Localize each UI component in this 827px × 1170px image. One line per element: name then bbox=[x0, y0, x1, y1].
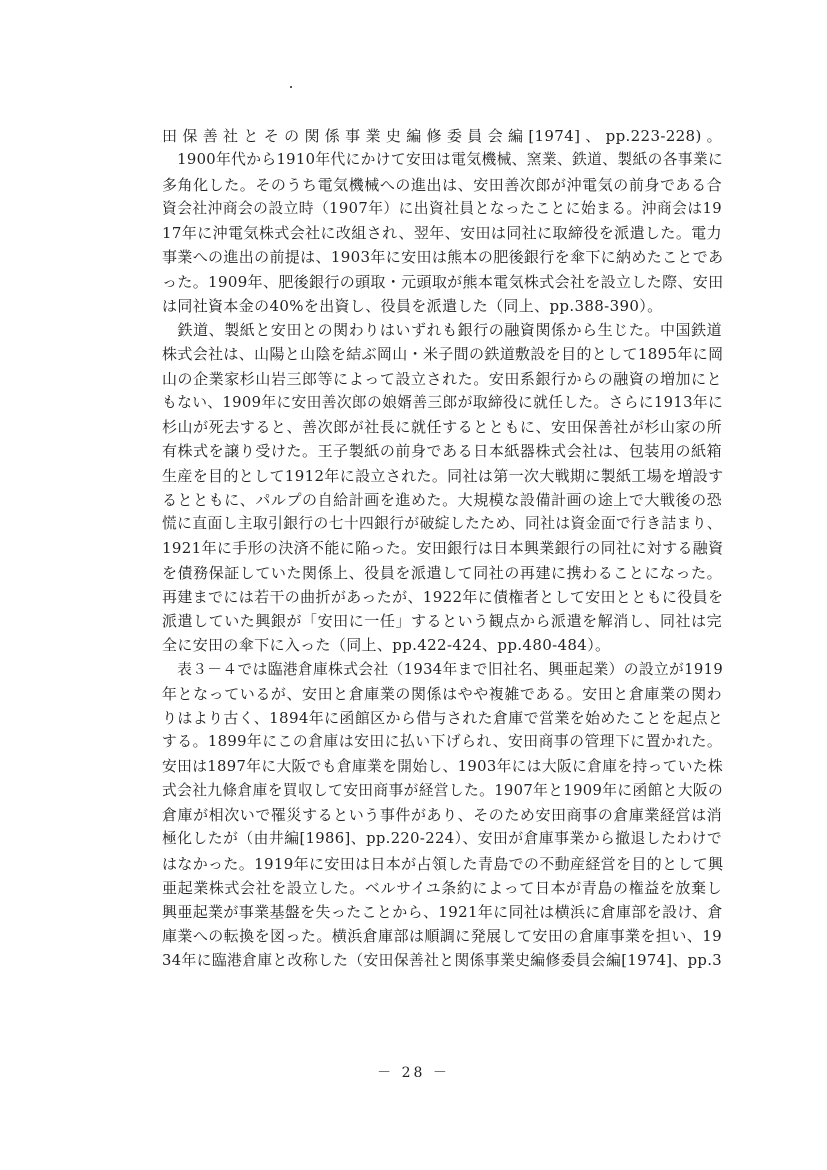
text-line: 17年に沖電気株式会社に改組され、翌年、安田は同社に取締役を派遣した。電力 bbox=[162, 224, 722, 242]
scan-speck bbox=[290, 86, 292, 88]
text-line: 式会社九條倉庫を買収して安田商事が経営した。1907年と1909年に函館と大阪の bbox=[162, 781, 724, 799]
text-line: は同社資本金の40%を出資し、役員を派遣した（同上、pp.388-390）。 bbox=[162, 296, 663, 315]
text-line: 有株式を譲り受けた。王子製紙の前身である日本紙器株式会社は、包装用の紙箱 bbox=[162, 442, 722, 461]
text-line: 再建までには若干の曲折があったが、1922年に債権者として安田とともに役員を bbox=[162, 587, 724, 606]
text-line: 安田は1897年に大阪でも倉庫業を開始し、1903年には大阪に倉庫を持っていた株 bbox=[162, 757, 724, 775]
text-line: 鉄道、製紙と安田との関わりはいずれも銀行の融資関係から生じた。中国鉄道 bbox=[162, 321, 722, 339]
text-line: 1921年に手形の決済不能に陥った。安田銀行は日本興業銀行の同社に対する融資 bbox=[162, 539, 724, 558]
text-line: 表３－４では臨港倉庫株式会社（1934年まで旧社名、興亜起業）の設立が1919 bbox=[162, 660, 724, 678]
body-text bbox=[162, 124, 722, 973]
text-line: った。1909年、肥後銀行の頭取・元頭取が熊本電気株式会社を設立した際、安田 bbox=[162, 272, 724, 291]
text-line: 株式会社は、山陽と山陰を結ぶ岡山・米子間の鉄道敷設を目的として1895年に岡 bbox=[162, 345, 724, 364]
text-line: 1900年代から1910年代にかけて安田は電気機械、窯業、鉄道、製紙の各事業に bbox=[162, 151, 724, 169]
text-line: 倉庫が相次いで罹災するという事件があり、そのため安田商事の倉庫業経営は消 bbox=[162, 806, 722, 824]
text-line: 生産を目的として1912年に設立された。同社は第一次大戦期に製紙工場を増設す bbox=[162, 466, 724, 485]
text-line: はなかった。1919年に安田は日本が占領した青島での不動産経営を目的として興 bbox=[162, 854, 724, 873]
text-line: 極化したが（由井編[1986]、pp.220-224）、安田が倉庫事業から撤退したわけで bbox=[162, 830, 722, 848]
text-line: 慌に直面し主取引銀行の七十四銀行が破綻したため、同社は資金面で行き詰まり、 bbox=[162, 515, 722, 532]
text-line: を債務保証していた関係上、役員を派遣して同社の再建に携わることになった。 bbox=[162, 563, 722, 582]
page-number: － 28 － bbox=[377, 1065, 450, 1081]
text-line: りはより古く、1894年に函館区から借与された倉庫で営業を始めたことを起点と bbox=[162, 709, 724, 727]
text-line: るとともに、パルプの自給計画を進めた。大規模な設備計画の途上で大戦後の恐 bbox=[162, 490, 722, 509]
text-line: 興亜起業が事業基盤を失ったことから、1921年に同社は横浜に倉庫部を設け、倉 bbox=[162, 903, 723, 921]
text-line: 事業への進出の前提は、1903年に安田は熊本の肥後銀行を傘下に納めたことであ bbox=[162, 248, 724, 267]
text-line: 年となっているが、安田と倉庫業の関係はやや複雑である。安田と倉庫業の関わ bbox=[162, 684, 722, 703]
text-line: 多角化した。そのうち電気機械への進出は、安田善次郎が沖電気の前身である合 bbox=[162, 175, 722, 194]
text-line: 山の企業家杉山岩三郎等によって設立された。安田系銀行からの融資の増加にと bbox=[162, 369, 722, 388]
text-line: 全に安田の傘下に入った（同上、pp.422-424、pp.480-484）。 bbox=[162, 636, 611, 655]
text-line: 田保善社とその関係事業史編修委員会編[1974]、pp.223-228)。 bbox=[162, 127, 722, 145]
text-line: 庫業への転換を図った。横浜倉庫部は順調に発展して安田の倉庫事業を担い、19 bbox=[162, 927, 722, 946]
text-line: 34年に臨港倉庫と改称した（安田保善社と関係事業史編修委員会編[1974]、pp.3 bbox=[162, 951, 722, 969]
text-line: 杉山が死去すると、善次郎が社長に就任するとともに、安田保善社が杉山家の所 bbox=[162, 418, 722, 436]
text-line: する。1899年にこの倉庫は安田に払い下げられ、安田商事の管理下に置かれた。 bbox=[162, 733, 722, 751]
text-line: 資会社沖商会の設立時（1907年）に出資社員となったことに始まる。沖商会は19 bbox=[162, 199, 722, 217]
text-line: 派遣していた興銀が「安田に一任」するという観点から派遣を解消し、同社は完 bbox=[162, 612, 722, 630]
text-line: もない、1909年に安田善次郎の娘婿善三郎が取締役に就任した。さらに1913年に bbox=[162, 393, 724, 411]
text-line: 亜起業株式会社を設立した。ベルサイユ条約によって日本が青島の権益を放棄し bbox=[162, 878, 722, 897]
